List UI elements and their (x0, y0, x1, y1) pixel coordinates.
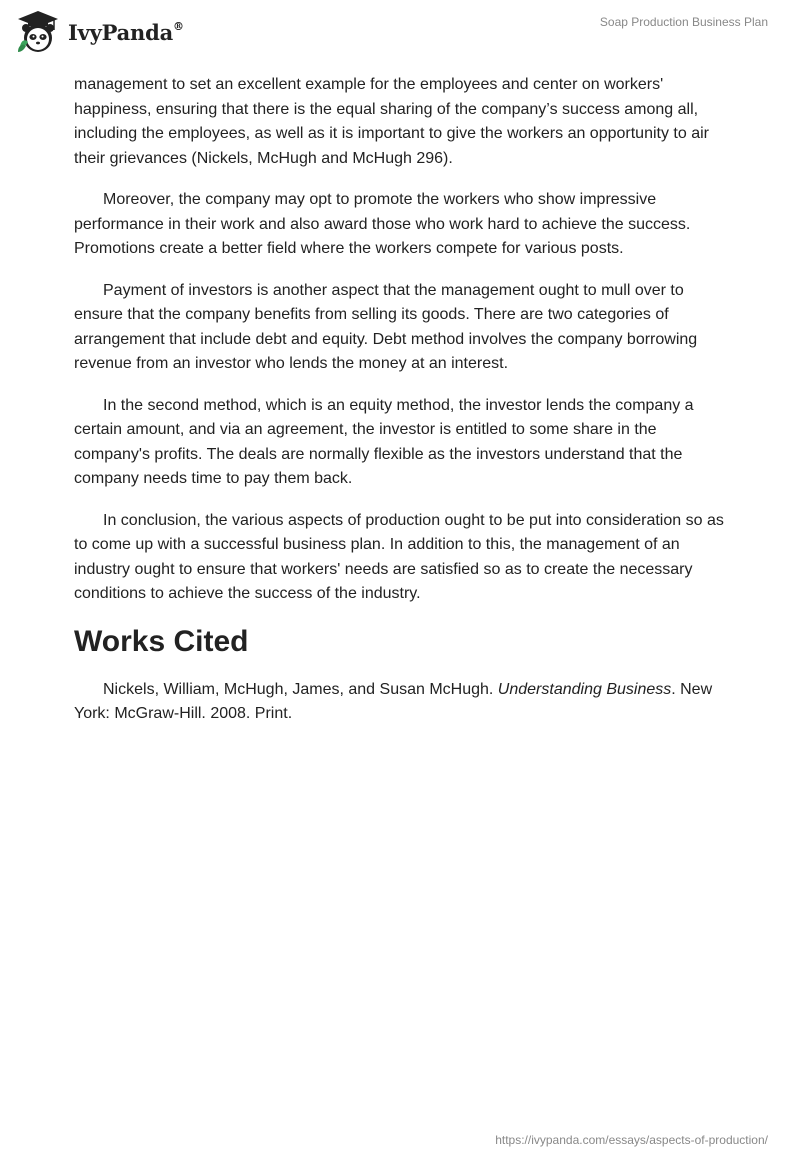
citation-publisher: . New York: McGraw-Hill. 2008. Print. (74, 680, 713, 722)
citation-title: Understanding Business (497, 680, 672, 698)
document-title: Soap Production Business Plan (599, 15, 768, 29)
panda-graduate-icon (14, 8, 62, 56)
paragraph: management to set an excellent example for the employees and center on workers' happiness, ensuring that there is the equal sharing of the company’s success among all, including the employees, as well as it is important to give the workers an opportunity to air their grievances (Nickels, McHugh and McHugh 296). (74, 76, 709, 167)
paragraph: Payment of investors is another aspect that the management ought to mull over to ensure that the company benefits from selling its goods. There are two categories of arrangement that include debt and equity. Debt method involves the company borrowing revenue from an investor who lends the money at an interest. (74, 281, 698, 372)
citation-authors: Nickels, William, McHugh, James, and Susan McHugh. (103, 680, 498, 698)
works-cited-heading: Works Cited (74, 624, 249, 658)
ivypanda-logo[interactable] (14, 8, 184, 56)
paragraph: Moreover, the company may opt to promote the workers who show impressive performance in their work and also award those who work hard to achieve the success. Promotions create a better field where the workers compete for various posts. (74, 191, 691, 257)
paragraph: In the second method, which is an equity method, the investor lends the company a certain amount, and via an agreement, the investor is entitled to some share in the company's profits. The deals are normally flexible as the investors understand that the company needs time to pay them back. (74, 396, 694, 487)
essay-body (74, 73, 724, 727)
citation-entry (74, 678, 724, 727)
logo-text: IvyPanda® (68, 19, 184, 45)
source-url[interactable]: https://ivypanda.com/essays/aspects-of-production/ (495, 1133, 768, 1147)
page-header (0, 0, 800, 70)
paragraph: In conclusion, the various aspects of production ought to be put into consideration so as to come up with a successful business plan. In addition to this, the management of an industry ought to ensure that workers' needs are satisfied so as to create the necessary conditions to achieve the success of the industry. (74, 511, 724, 602)
